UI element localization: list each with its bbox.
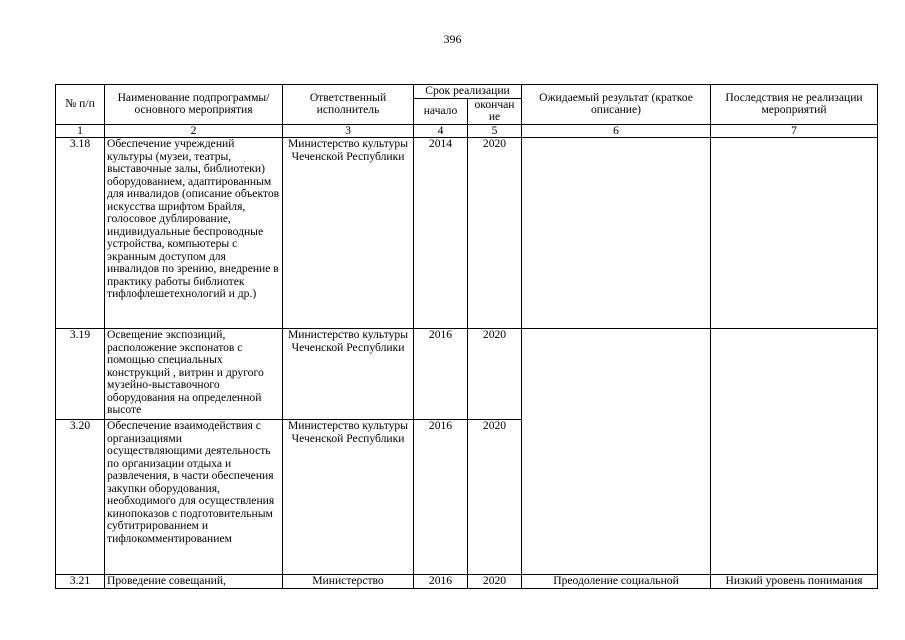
row-executor: Министерство культуры Чеченской Республики <box>283 420 414 575</box>
page-number: 396 <box>443 32 462 46</box>
header-executor: Ответственный исполнитель <box>283 85 414 125</box>
column-number: 5 <box>468 124 522 138</box>
header-num: № п/п <box>56 85 105 125</box>
row-executor: Министерство культуры Чеченской Республики <box>283 138 414 329</box>
header-row <box>56 85 878 99</box>
row-num: 3.19 <box>56 329 105 420</box>
row-num: 3.21 <box>56 575 105 589</box>
header-end: окончан ие <box>468 98 522 124</box>
header-period: Срок реализации <box>414 85 522 99</box>
row-consequences <box>711 138 878 329</box>
table-row <box>56 575 878 589</box>
row-end: 2020 <box>468 329 522 420</box>
row-result <box>522 138 711 329</box>
row-start: 2014 <box>414 138 468 329</box>
row-result: Преодоление социальной <box>522 575 711 589</box>
table-row <box>56 138 878 329</box>
row-executor: Министерство <box>283 575 414 589</box>
header-start: начало <box>414 98 468 124</box>
header-result: Ожидаемый результат (краткое описание) <box>522 85 711 125</box>
table-row <box>56 329 878 420</box>
row-name: Проведение совещаний, <box>105 575 283 589</box>
row-name: Освещение экспозиций, расположение экспонатов с помощью специальных конструкций , витрин и другого музейно-выставочного оборудования на определенной высоте <box>105 329 283 420</box>
row-start: 2016 <box>414 575 468 589</box>
row-start: 2016 <box>414 329 468 420</box>
column-number: 7 <box>711 124 878 138</box>
column-number: 1 <box>56 124 105 138</box>
row-result <box>522 329 711 575</box>
measures-table <box>55 84 878 589</box>
column-numbers-row <box>56 124 878 138</box>
column-number: 3 <box>283 124 414 138</box>
row-consequences <box>711 329 878 575</box>
row-end: 2020 <box>468 138 522 329</box>
row-name: Обеспечение учреждений культуры (музеи, театры, выставочные залы, библиотеки) оборудованием, адаптированным для инвалидов (описание объектов искусства шрифтом Брайля, голосовое дублирование, индивидуальные беспроводные устройства, компьютеры с экранным доступом для инвалидов по зрению, внедрение в практику работы библиотек тифлофлешетехнологий и др.) <box>105 138 283 329</box>
column-number: 2 <box>105 124 283 138</box>
row-end: 2020 <box>468 420 522 575</box>
column-number: 6 <box>522 124 711 138</box>
header-consequences: Последствия не реализации мероприятий <box>711 85 878 125</box>
row-executor: Министерство культуры Чеченской Республики <box>283 329 414 420</box>
row-end: 2020 <box>468 575 522 589</box>
row-num: 3.20 <box>56 420 105 575</box>
row-consequences: Низкий уровень понимания <box>711 575 878 589</box>
row-name: Обеспечение взаимодействия с организациями осуществляющими деятельность по организации отдыха и развлечения, в части обеспечения закупки оборудования, необходимого для осуществления кинопоказов с подготовительным субтитрированием и тифлокомментированием <box>105 420 283 575</box>
row-num: 3.18 <box>56 138 105 329</box>
header-name: Наименование подпрограммы/ основного мероприятия <box>105 85 283 125</box>
row-start: 2016 <box>414 420 468 575</box>
column-number: 4 <box>414 124 468 138</box>
